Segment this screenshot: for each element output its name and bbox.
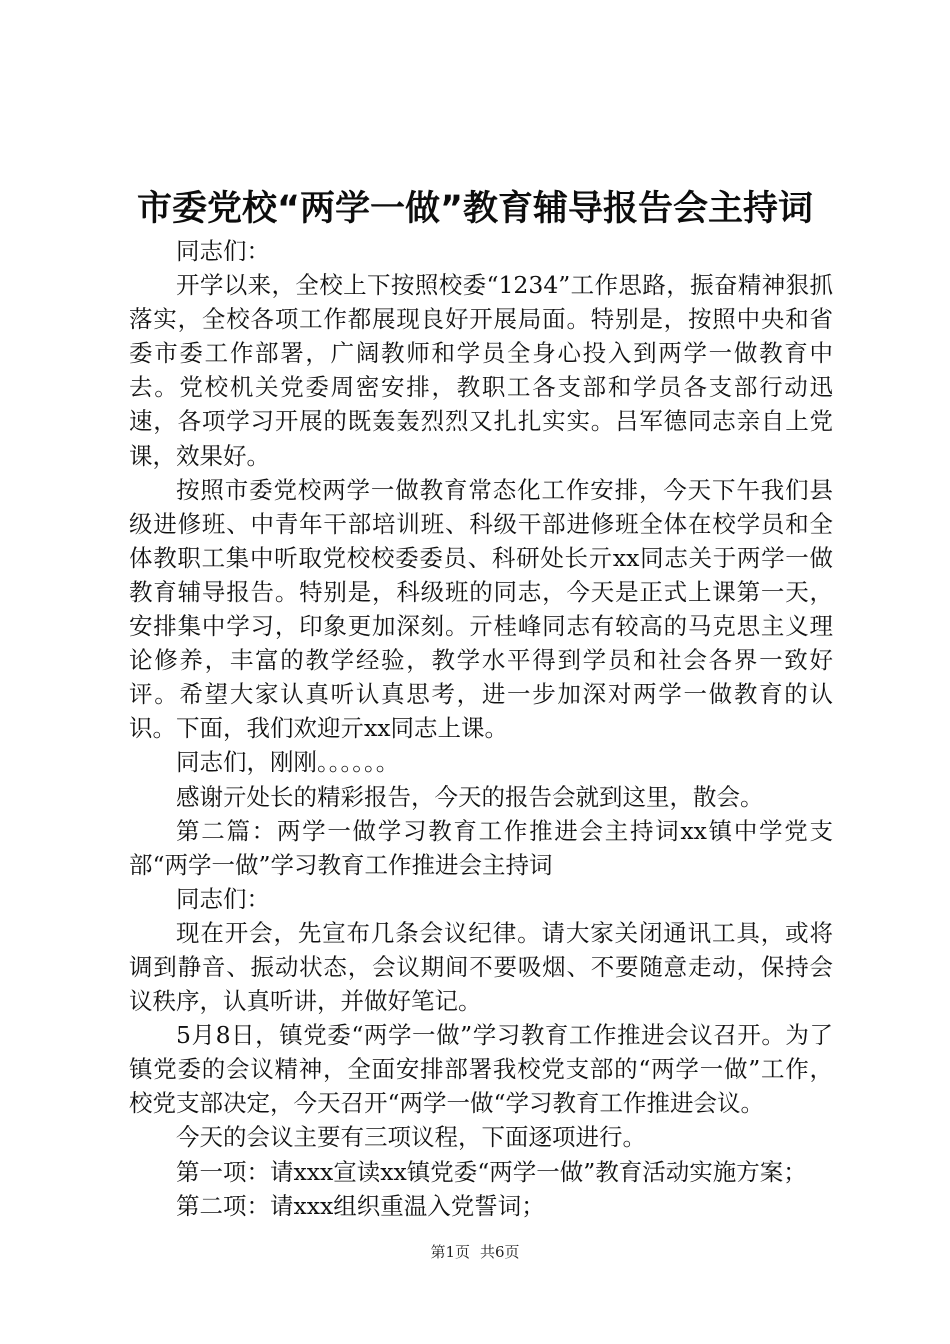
- document-title: 市委党校“两学一做”教育辅导报告会主持词: [136, 189, 813, 229]
- paragraph: 同志们，刚刚。。。。。。: [176, 748, 400, 777]
- document-body: [129, 234, 848, 1223]
- page-total: 共6页: [480, 1243, 520, 1261]
- paragraph-section-heading: 第二篇：两学一做学习教育工作推进会主持词xx镇中学党支部“两学一做”学习教育工作推进会主持词: [129, 816, 833, 879]
- paragraph-agenda-item: 第二项：请xxx组织重温入党誓词；: [176, 1191, 545, 1220]
- paragraph-agenda-item: 第一项：请xxx宣读xx镇党委“两学一做”教育活动实施方案；: [176, 1157, 807, 1186]
- page-number: 第1页: [430, 1243, 470, 1261]
- page-footer: [0, 1242, 950, 1262]
- paragraph: 现在开会，先宣布几条会议纪律。请大家关闭通讯工具，或将 调到静音、振动状态，会议期间不要吸烟、不要随意走动，保持会议秩序，认真听讲，并做好笔记。: [129, 918, 848, 1016]
- paragraph-greeting: 同志们：: [176, 884, 270, 913]
- paragraph: 5月8日，镇党委“两学一做”学习教育工作推进会议召开。为了镇党委的会议精神，全面安排部署我校党支部的“两学一做”工作，校党支部决定，今天召开“两学一做“学习教育工作推进会议。: [129, 1021, 833, 1118]
- paragraph: 今天的会议主要有三项议程，下面逐项进行。: [176, 1123, 646, 1152]
- paragraph: 开学以来，全校上下按照校委“1234”工作思路，振奋精神狠抓落实，全校各项工作都展现良好开展局面。特别是，按照中央和省委市委工作部署，广阔教师和学员全身心投入到两学一做教育中去。党校机关党委周密安排，教职工各支部和学员各支部行动迅速，各项学习开展的既轰轰烈烈又扎扎实实。吕军德同志亲自上党课，效果好。: [129, 271, 833, 470]
- paragraph: 感谢亓处长的精彩报告，今天的报告会就到这里，散会。: [176, 782, 764, 811]
- paragraph: 按照市委党校两学一做教育常态化工作安排，今天下午我们县级进修班、中青年干部培训班、科级干部进修班全体在校学员和全体教职工集中听取党校校委委员、科研处长亓xx同志关于两学一做教育辅导报告。特别是，科级班的同志，今天是正式上课第一天，安排集中学习，印象更加深刻。亓桂峰同志有较高的马克思主义理论修养，丰富的教学经验，教学水平得到学员和社会各界一致好评。希望大家认真听认真思考，进一步加深对两学一做教育的认识。下面，我们欢迎亓xx同志上课。: [129, 475, 833, 743]
- paragraph-greeting: 同志们：: [176, 237, 270, 265]
